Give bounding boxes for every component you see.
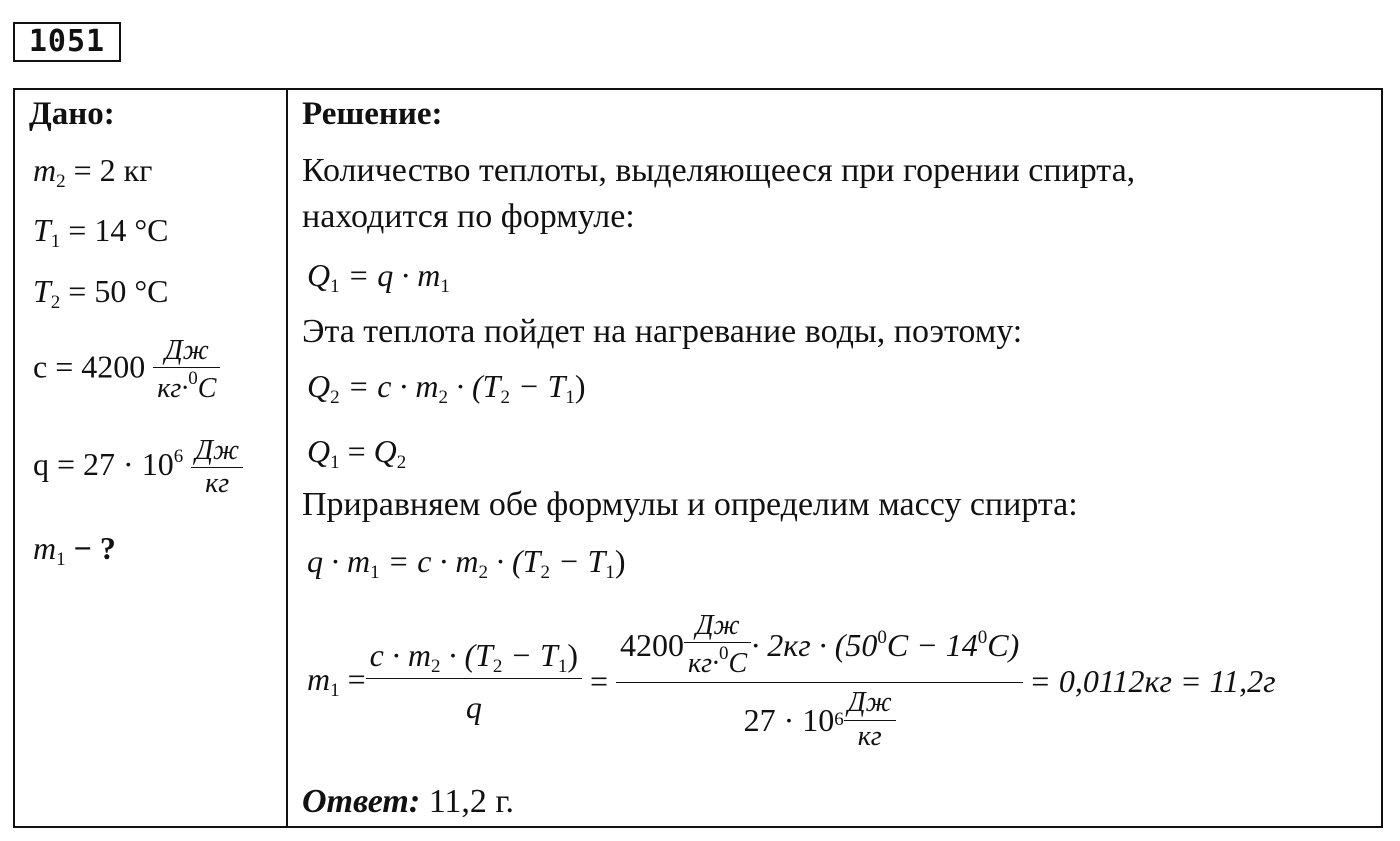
- solution-text-1a: Количество теплоты, выделяющееся при горении спирта,: [302, 152, 1136, 189]
- solution-text-1b: находится по формуле:: [302, 198, 635, 235]
- answer: [302, 783, 514, 821]
- given-find: $m_1$ − ?: [33, 530, 116, 570]
- solution-text-3: Приравняем обе формулы и определим массу спирта:: [302, 486, 1078, 523]
- column-divider: [286, 90, 288, 826]
- unit-fraction: $\frac{Дж}{кг\cdot^0C}$: [684, 610, 751, 680]
- given-c-unit: $\frac{Дж}{кг\cdot^0C}$: [153, 335, 220, 405]
- solution-table: [13, 88, 1383, 828]
- fraction-general: $\frac{c \cdot m_2 \cdot (T_2 - T_1)}{q}$: [366, 637, 582, 726]
- den-unit-fraction: $\frac{Дж}{кг}$: [844, 687, 896, 752]
- formula-q1: $Q_1 = q \cdot m_1$: [307, 257, 450, 297]
- given-m2: $m_2 = 2$ кг: [33, 152, 153, 192]
- given-t2: $T_2 = 50$ °C: [33, 273, 169, 313]
- answer-label: Ответ:: [302, 783, 421, 820]
- formula-q1-eq-q2: $Q_1 = Q_2$: [307, 433, 407, 473]
- given-t1: $T_1 = 14$ °C: [33, 212, 169, 252]
- problem-number: 1051: [13, 22, 121, 62]
- solution-text-2: Эта теплота пойдет на нагревание воды, поэтому:: [302, 313, 1023, 350]
- fraction-numeric: 4200 $\frac{Дж}{кг\cdot^0C}$ · $2кг \cdot (50^0C - 14^0C)$ 27 · 10 6 $\frac{Дж}{кг}$: [616, 610, 1023, 753]
- given-c: c = 4200 $\frac{Дж}{кг\cdot^0C}$: [33, 335, 220, 405]
- given-q-unit: $\frac{Дж}{кг}$: [191, 435, 243, 500]
- formula-balance: $q \cdot m_1 = c \cdot m_2 \cdot (T_2 - T_1)$: [307, 543, 626, 583]
- formula-q2: $Q_2 = c \cdot m_2 \cdot (T_2 - T_1)$: [307, 368, 586, 408]
- given-q: $q = 27 \cdot 10^6$ $\frac{Дж}{кг}$: [33, 435, 243, 500]
- solution-header: Решение:: [302, 96, 443, 132]
- answer-value: 11,2 г.: [428, 783, 515, 820]
- formula-final: $m_1$ = $\frac{c \cdot m_2 \cdot (T_2 - T_1)}{q}$ = 4200 $\frac{Дж}{кг\cdot^0C}$ · $2кг \cdot (50^0C - 14^0C)$ 27 · 10 6 $\frac{Дж}{кг}$ = 0,0112кг = 11,2г: [307, 610, 1276, 752]
- given-header: Дано:: [29, 96, 115, 132]
